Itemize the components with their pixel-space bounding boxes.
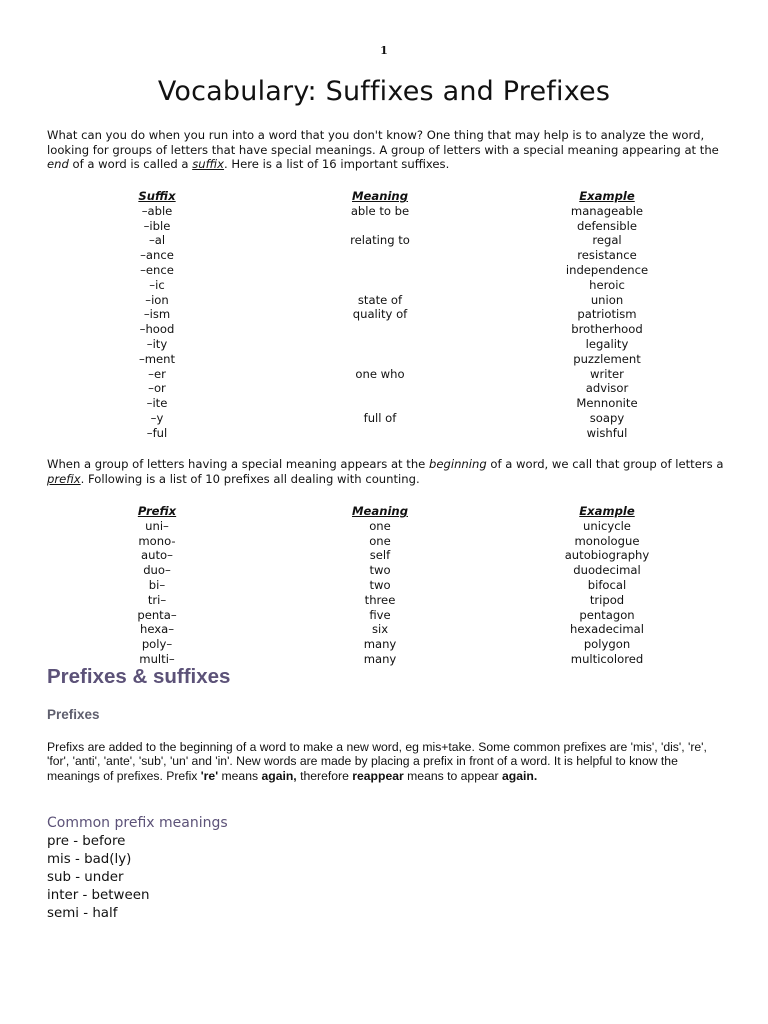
table-cell: hexa– xyxy=(139,622,175,637)
table-row xyxy=(0,396,768,411)
table-row xyxy=(0,637,768,652)
table-row xyxy=(0,411,768,426)
column-header: Example xyxy=(579,504,635,518)
table-row xyxy=(0,219,768,234)
column-header: Meaning xyxy=(351,504,408,518)
table-cell: five xyxy=(369,607,391,622)
table-cell: self xyxy=(369,548,391,563)
table-row xyxy=(0,278,768,293)
table-cell: regal xyxy=(592,233,622,248)
table-cell: multicolored xyxy=(570,651,644,666)
table-cell: hexadecimal xyxy=(570,622,644,637)
suffix-intro-paragraph: What can you do when you run into a word that you don't know? One thing that may help is to analyze the word, looking for groups of letters that have special meanings. A group of letters with a special meaning appearing at the end of a word is called a suffix. Here is a list of 16 important suffixes. xyxy=(47,128,719,172)
emphasis-beginning: beginning xyxy=(429,457,487,471)
table-cell: one who xyxy=(355,366,405,381)
table-row xyxy=(0,593,768,608)
table-cell: –ism xyxy=(143,307,171,322)
table-cell: advisor xyxy=(585,381,629,396)
table-row xyxy=(0,548,768,563)
list-item: mis - bad(ly) xyxy=(47,852,132,867)
table-cell: defensible xyxy=(576,218,638,233)
table-row xyxy=(0,367,768,382)
table-cell: –able xyxy=(141,203,173,218)
suffix-table xyxy=(0,189,768,441)
table-header-row xyxy=(0,189,768,204)
table-cell: one xyxy=(369,533,391,548)
table-cell: uni– xyxy=(145,518,169,533)
page-title: Vocabulary: Suffixes and Prefixes xyxy=(157,76,611,107)
table-cell: auto– xyxy=(141,548,173,563)
prefix-table xyxy=(0,504,768,667)
table-cell: resistance xyxy=(577,248,637,263)
table-cell: pentagon xyxy=(579,607,635,622)
list-item: pre - before xyxy=(47,834,126,849)
table-cell: two xyxy=(369,577,391,592)
table-cell: –ic xyxy=(149,277,165,292)
table-cell: wishful xyxy=(586,425,628,440)
table-row xyxy=(0,622,768,637)
prefix-intro-paragraph: When a group of letters having a special meaning appears at the beginning of a word, we call that group of letters a prefix. Following is a list of 10 prefixes all dealing with counting. xyxy=(47,457,724,486)
table-cell: mono- xyxy=(138,533,176,548)
table-row xyxy=(0,608,768,623)
table-cell: independence xyxy=(565,262,649,277)
table-cell: bifocal xyxy=(587,577,627,592)
table-row xyxy=(0,426,768,441)
table-cell: puzzlement xyxy=(573,351,641,366)
table-cell: polygon xyxy=(583,637,631,652)
section-heading: Prefixes & suffixes xyxy=(47,665,231,688)
table-cell: manageable xyxy=(570,203,644,218)
table-row xyxy=(0,322,768,337)
table-row xyxy=(0,337,768,352)
table-cell: three xyxy=(364,592,396,607)
subheading-prefixes: Prefixes xyxy=(47,707,100,722)
table-row xyxy=(0,519,768,534)
table-cell: many xyxy=(363,651,397,666)
column-header: Example xyxy=(579,189,635,203)
table-row xyxy=(0,263,768,278)
table-cell: multi– xyxy=(139,651,175,666)
table-cell: six xyxy=(371,622,389,637)
table-cell: full of xyxy=(363,410,397,425)
table-cell: able to be xyxy=(350,203,410,218)
table-row xyxy=(0,352,768,367)
table-cell: tripod xyxy=(589,592,625,607)
emphasis-suffix: suffix xyxy=(192,157,225,172)
table-cell: heroic xyxy=(589,277,625,292)
emphasis-prefix: prefix xyxy=(47,471,81,486)
table-cell: –ite xyxy=(146,396,168,411)
table-cell: –ment xyxy=(138,351,176,366)
table-cell: autobiography xyxy=(564,548,650,563)
table-cell: –ible xyxy=(143,218,171,233)
table-cell: poly– xyxy=(141,637,173,652)
table-cell: two xyxy=(369,563,391,578)
table-cell: soapy xyxy=(589,410,625,425)
column-header: Prefix xyxy=(137,504,177,518)
table-cell: duodecimal xyxy=(573,563,641,578)
table-cell: duo– xyxy=(143,563,171,578)
table-cell: legality xyxy=(585,336,629,351)
table-cell: –ence xyxy=(140,262,174,277)
table-cell: –ance xyxy=(140,248,174,263)
table-cell: one xyxy=(369,518,391,533)
table-cell: tri– xyxy=(147,592,167,607)
table-row xyxy=(0,534,768,549)
table-cell: brotherhood xyxy=(571,322,643,337)
table-cell: relating to xyxy=(350,233,410,248)
table-cell: –or xyxy=(148,381,166,396)
list-item: semi - half xyxy=(47,906,118,921)
table-cell: –er xyxy=(148,366,166,381)
table-row xyxy=(0,248,768,263)
table-cell: patriotism xyxy=(577,307,637,322)
common-prefix-heading: Common prefix meanings xyxy=(47,815,228,831)
table-cell: many xyxy=(363,637,397,652)
prefix-body-paragraph: Prefixs are added to the beginning of a word to make a new word, eg mis+take. Some common prefixes are 'mis', 'dis', 're', 'for', 'anti', 'ante', 'sub', 'un' and 'in'. New words are made by placing a prefix in front of a word. It is helpful to know the meanings of prefixes. Prefix 're' means again, therefore reappear means to appear again. xyxy=(47,740,707,783)
table-row xyxy=(0,307,768,322)
table-cell: monologue xyxy=(574,533,640,548)
column-header: Suffix xyxy=(138,189,176,203)
table-cell: –ity xyxy=(146,336,168,351)
table-row xyxy=(0,233,768,248)
table-cell: writer xyxy=(590,366,624,381)
table-cell: –y xyxy=(150,410,164,425)
list-item: sub - under xyxy=(47,870,124,885)
table-cell: quality of xyxy=(352,307,408,322)
table-cell: bi– xyxy=(148,577,166,592)
column-header: Meaning xyxy=(351,189,408,203)
table-row xyxy=(0,563,768,578)
table-cell: –al xyxy=(148,233,166,248)
table-cell: –ful xyxy=(146,425,168,440)
list-item: inter - between xyxy=(47,888,150,903)
table-cell: –hood xyxy=(139,322,175,337)
table-header-row xyxy=(0,504,768,519)
table-row xyxy=(0,293,768,308)
page-number: 1 xyxy=(380,44,388,57)
table-row xyxy=(0,578,768,593)
table-cell: –ion xyxy=(145,292,169,307)
table-cell: unicycle xyxy=(583,518,631,533)
common-prefix-list xyxy=(47,833,149,923)
table-row xyxy=(0,381,768,396)
table-cell: Mennonite xyxy=(576,396,638,411)
table-row xyxy=(0,204,768,219)
emphasis-end: end xyxy=(47,157,69,172)
table-cell: penta– xyxy=(137,607,177,622)
table-cell: state of xyxy=(357,292,403,307)
table-cell: union xyxy=(590,292,624,307)
